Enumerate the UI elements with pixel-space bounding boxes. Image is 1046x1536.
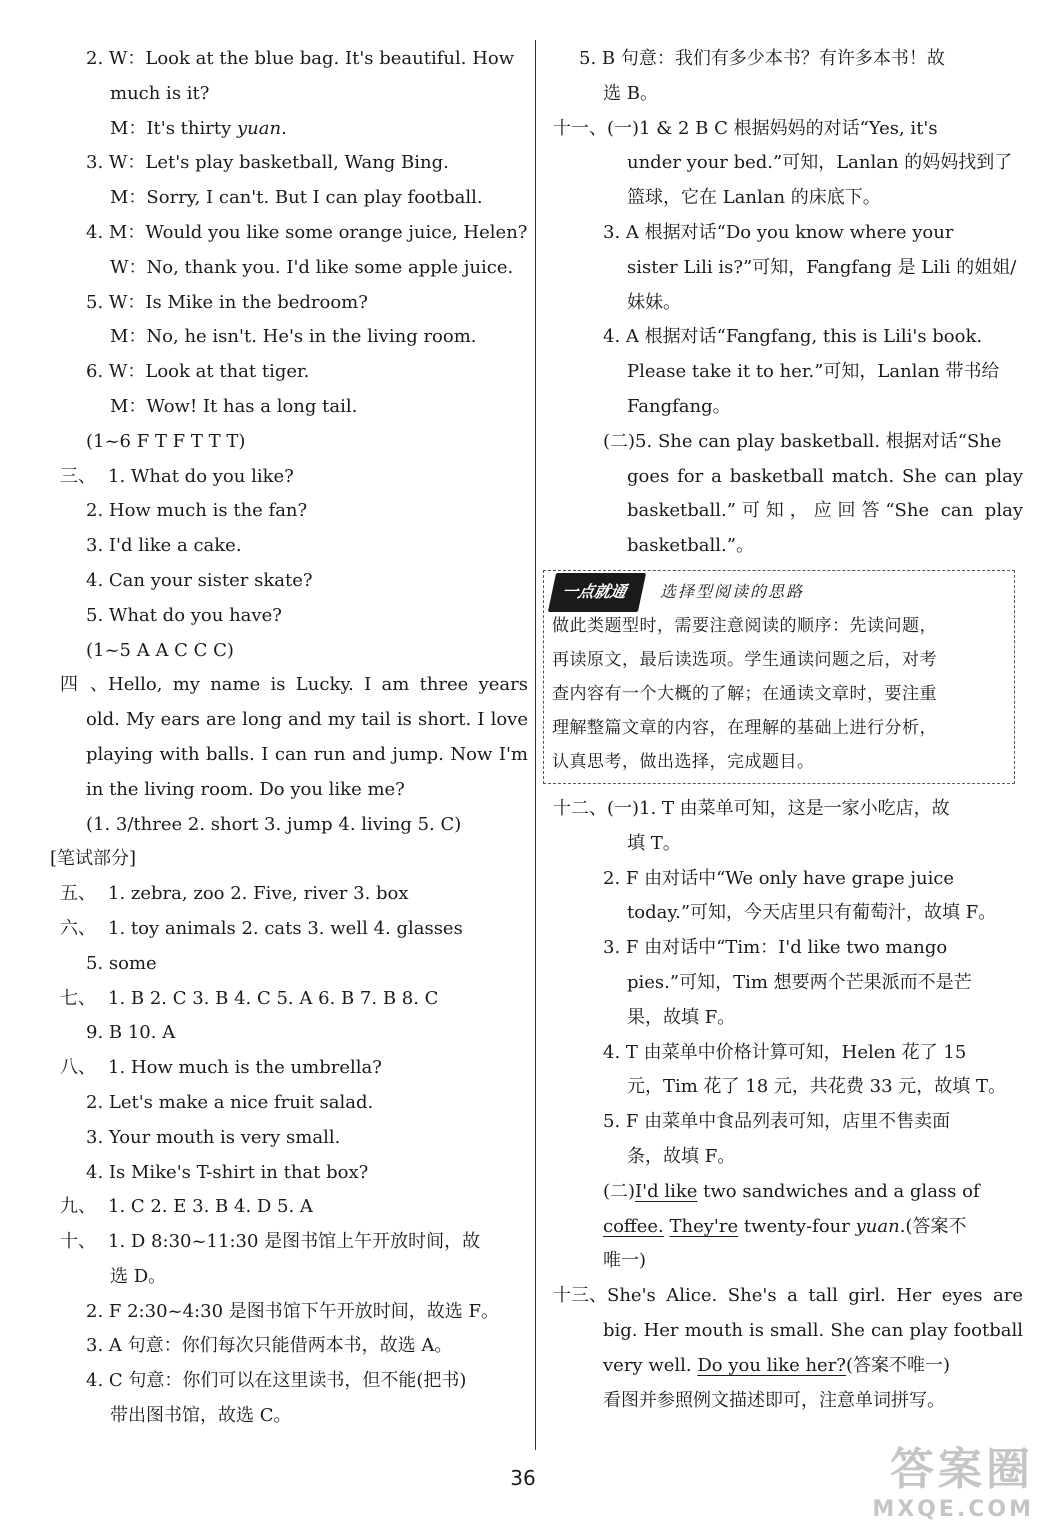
answer-line [543, 1175, 1023, 1210]
line-text: sister Lili is?”可知，Fangfang 是 Lili 的姐姐/ [627, 256, 1017, 278]
line-text: 3. F 由对话中“Tim：I'd like two mango [603, 937, 948, 959]
line-text: 4. C 句意：你们可以在这里读书，但不能(把书) [86, 1370, 467, 1392]
line-text: (二) [603, 1180, 636, 1202]
line-text: much is it? [110, 82, 210, 104]
answer-line [50, 1364, 528, 1399]
line-text: 3. A 根据对话“Do you know where your [603, 221, 954, 243]
answer-line [50, 390, 528, 425]
line-text: 1. How much is the umbrella? [108, 1057, 382, 1079]
answer-line [50, 1329, 528, 1364]
answer-line [50, 1051, 528, 1086]
line-text: today.”可知，今天店里只有葡萄汁，故填 F。 [627, 902, 997, 924]
answer-line [543, 966, 1023, 1001]
answer-line [50, 460, 528, 495]
answer-line [50, 1260, 528, 1295]
line-text: 2. F 由对话中“We only have grape juice [603, 867, 955, 889]
underlined-answer: coffee. [603, 1215, 664, 1237]
answer-line [543, 390, 1023, 425]
right-column [543, 42, 1023, 1418]
line-text: 4. M：Would you like some orange juice, Helen? [86, 221, 528, 243]
answer-line [50, 286, 528, 321]
page-number: 36 [510, 1466, 536, 1490]
line-text: 3. I'd like a cake. [86, 535, 242, 557]
line-text: two sandwiches and a glass of [697, 1180, 980, 1202]
line-text: 4. A 根据对话“Fangfang, this is Lili's book. [603, 326, 983, 348]
line-text: M：No, he isn't. He's in the living room. [110, 326, 477, 348]
answer-line [50, 494, 528, 529]
tip-title: 选择型阅读的思路 [660, 581, 805, 601]
line-text: 选 B。 [603, 82, 658, 104]
answer-line [543, 251, 1023, 286]
section-number: 十、 [60, 1231, 96, 1253]
tip-box [543, 570, 1015, 784]
line-text: 9. B 10. A [86, 1022, 176, 1044]
line-text: 1. zebra, zoo 2. Five, river 3. box [108, 883, 409, 905]
line-text: 1. C 2. E 3. B 4. D 5. A [108, 1196, 313, 1218]
answer-line [50, 1399, 528, 1434]
line-text: 选 D。 [110, 1265, 167, 1287]
line-text: (1~5 A A C C C) [86, 639, 234, 661]
answer-line [50, 773, 528, 808]
answer-line [50, 216, 528, 251]
line-text: M：Sorry, I can't. But I can play football. [110, 187, 483, 209]
watermark-logo-text: 答案圈 [890, 1444, 1034, 1495]
answer-line [50, 877, 528, 912]
line-text: pies.”可知，Tim 想要两个芒果派而不是芒 [627, 971, 972, 993]
line-text: [笔试部分] [50, 848, 137, 870]
line-text: 2. Let's make a nice fruit salad. [86, 1091, 374, 1113]
tip-badge: 一点就通 [548, 573, 646, 612]
answer-line [50, 947, 528, 982]
answer-line [543, 460, 1023, 495]
line-text: 5. B 句意：我们有多少本书？有许多本书！故 [579, 48, 945, 69]
right-column-bottom [543, 792, 1023, 1418]
line-text: Hello, my name is Lucky. I am three years [108, 674, 528, 696]
answer-line [543, 896, 1023, 931]
answer-line [543, 1349, 1023, 1384]
line-text: very well. [603, 1354, 698, 1376]
answer-line [543, 827, 1023, 862]
line-text: 带出图书馆，故选 C。 [110, 1405, 292, 1427]
line-text: 3. W：Let's play basketball, Wang Bing. [86, 152, 449, 174]
answer-line [543, 1001, 1023, 1036]
line-text: 4. Is Mike's T-shirt in that box? [86, 1161, 369, 1183]
section-number: 十三、 [553, 1285, 607, 1307]
answer-line [543, 1036, 1023, 1071]
line-text: 5. W：Is Mike in the bedroom? [86, 291, 368, 313]
underlined-answer: Do you like her? [697, 1354, 846, 1376]
line-text: (答案不唯一) [845, 1354, 950, 1376]
right-column-top [543, 42, 1023, 564]
line-text: M：Wow! It has a long tail. [110, 395, 358, 417]
answer-line [50, 146, 528, 181]
answer-line [50, 634, 528, 669]
line-text: 5. What do you have? [86, 604, 282, 626]
line-text: 3. Your mouth is very small. [86, 1126, 341, 1148]
italic-word: yuan [855, 1215, 900, 1237]
line-text: 4. Can your sister skate? [86, 569, 313, 591]
line-text: 2. How much is the fan? [86, 500, 308, 522]
line-text: 1. What do you like? [108, 465, 294, 487]
answer-line [543, 112, 1023, 147]
line-text: 唯一) [603, 1250, 647, 1272]
answer-line [50, 181, 528, 216]
line-text: 1. D 8:30~11:30 是图书馆上午开放时间，故 [108, 1231, 481, 1253]
answer-line [50, 77, 528, 112]
answer-line [543, 355, 1023, 390]
line-text: basketball.”。 [627, 535, 754, 557]
line-text: W：No, thank you. I'd like some apple juice. [110, 256, 514, 278]
section-number: 五、 [60, 883, 96, 905]
line-text: 1. toy animals 2. cats 3. well 4. glasses [108, 917, 463, 939]
watermark-url: MXQE.COM [872, 1497, 1034, 1522]
underlined-answer: They're [669, 1215, 739, 1237]
answer-line [543, 1140, 1023, 1175]
answer-line [50, 564, 528, 599]
section-number: 四、 [60, 674, 108, 696]
answer-line [543, 320, 1023, 355]
answer-line [543, 425, 1023, 460]
line-text: goes for a basketball match. She can play [627, 465, 1023, 487]
answer-line [50, 1086, 528, 1121]
line-text: M：It's thirty [110, 117, 237, 139]
answer-line [50, 1016, 528, 1051]
tip-line: 查内容有一个大概的了解；在通读文章时，要注重 [552, 683, 937, 704]
answer-line [50, 1190, 528, 1225]
line-text: 1. B 2. C 3. B 4. C 5. A 6. B 7. B 8. C [108, 987, 439, 1009]
answer-line [543, 286, 1023, 321]
answer-line [543, 1105, 1023, 1140]
line-text: Fangfang。 [627, 395, 731, 417]
answer-line [543, 181, 1023, 216]
answer-line [50, 982, 528, 1017]
answer-line [50, 599, 528, 634]
section-number: 八、 [60, 1057, 96, 1079]
line-text: 条，故填 F。 [627, 1145, 736, 1167]
answer-line [50, 1225, 528, 1260]
answer-line [50, 425, 528, 460]
column-divider [535, 40, 536, 1450]
line-text: 篮球，它在 Lanlan 的床底下。 [627, 187, 881, 209]
answer-line [543, 792, 1023, 827]
italic-word: yuan [237, 117, 282, 139]
answer-line [50, 703, 528, 738]
line-text: .(答案不 [899, 1215, 967, 1237]
section-number: 九、 [60, 1196, 96, 1218]
line-text: 2. F 2:30~4:30 是图书馆下午开放时间，故选 F。 [86, 1300, 499, 1322]
line-text: big. Her mouth is small. She can play football [603, 1319, 1023, 1341]
answer-line [543, 77, 1023, 112]
line-text: old. My ears are long and my tail is short. I love [86, 709, 528, 731]
line-text: (一)1. T 由菜单可知，这是一家小吃店，故 [607, 797, 950, 819]
answer-line [50, 842, 528, 877]
tip-line: 做此类题型时，需要注意阅读的顺序：先读问题， [552, 615, 937, 636]
answer-line [543, 1070, 1023, 1105]
answer-line [543, 146, 1023, 181]
line-text: twenty-four [738, 1215, 856, 1237]
tip-line: 认真思考，做出选择，完成题目。 [552, 751, 815, 772]
answer-line [50, 355, 528, 390]
tip-line: 再读原文，最后读选项。学生通读问题之后，对考 [552, 649, 937, 670]
line-text: under your bed.”可知，Lanlan 的妈妈找到了 [627, 152, 1013, 174]
answer-line [543, 1384, 1023, 1419]
answer-line [50, 1156, 528, 1191]
tip-line: 理解整篇文章的内容，在理解的基础上进行分析， [552, 717, 937, 738]
answer-line [50, 529, 528, 564]
line-text: 看图并参照例文描述即可，注意单词拼写。 [603, 1389, 945, 1411]
line-text: Please take it to her.”可知，Lanlan 带书给 [627, 361, 1000, 383]
answer-line [50, 320, 528, 355]
left-column [50, 42, 528, 1434]
line-text: . [281, 117, 287, 139]
answer-line [50, 668, 528, 703]
section-number: 六、 [60, 917, 96, 939]
line-text: (1. 3/three 2. short 3. jump 4. living 5. C) [86, 813, 462, 835]
line-text: 3. A 句意：你们每次只能借两本书，故选 A。 [86, 1335, 453, 1357]
line-text: 4. T 由菜单中价格计算可知，Helen 花了 15 [603, 1041, 967, 1063]
watermark [872, 1433, 1034, 1522]
answer-line [543, 1210, 1023, 1245]
line-text: 5. some [86, 952, 157, 974]
line-text: 填 T。 [627, 832, 681, 854]
answer-line [50, 1295, 528, 1330]
line-text: 6. W：Look at that tiger. [86, 361, 310, 383]
answer-line [543, 1279, 1023, 1314]
section-number: 十一、 [553, 117, 607, 139]
answer-line [50, 738, 528, 773]
answer-line [50, 1121, 528, 1156]
line-text: playing with balls. I can run and jump. Now I'm [86, 743, 528, 765]
line-text: in the living room. Do you like me? [86, 778, 405, 800]
line-text: 2. W：Look at the blue bag. It's beautiful. How [86, 48, 515, 69]
line-text: basketball.”可知，应回答“She can play [627, 500, 1023, 522]
answer-line [543, 862, 1023, 897]
line-text: 元，Tim 花了 18 元，共花费 33 元，故填 T。 [627, 1076, 1006, 1098]
line-text: (一)1 & 2 B C 根据妈妈的对话“Yes, it's [607, 117, 938, 139]
answer-line [543, 529, 1023, 564]
line-text: (1~6 F T F T T T) [86, 430, 246, 452]
section-number: 三、 [60, 465, 96, 487]
answer-line [50, 808, 528, 843]
underlined-answer: I'd like [635, 1180, 698, 1202]
line-text: (二)5. She can play basketball. 根据对话“She [603, 430, 1002, 452]
answer-line [50, 912, 528, 947]
answer-line [50, 42, 528, 77]
line-text: She's Alice. She's a tall girl. Her eyes are [607, 1285, 1023, 1307]
line-text: 妹妹。 [627, 291, 681, 313]
answer-line [50, 251, 528, 286]
line-text: 果，故填 F。 [627, 1006, 736, 1028]
answer-line [543, 931, 1023, 966]
tip-header [552, 577, 1006, 607]
section-number: 七、 [60, 987, 96, 1009]
answer-line [543, 216, 1023, 251]
line-text: 5. F 由菜单中食品列表可知，店里不售卖面 [603, 1111, 951, 1133]
answer-line [543, 1244, 1023, 1279]
answer-line [50, 112, 528, 147]
answer-line [543, 1314, 1023, 1349]
answer-line [543, 42, 1023, 77]
answer-line [543, 494, 1023, 529]
section-number: 十二、 [553, 797, 607, 819]
